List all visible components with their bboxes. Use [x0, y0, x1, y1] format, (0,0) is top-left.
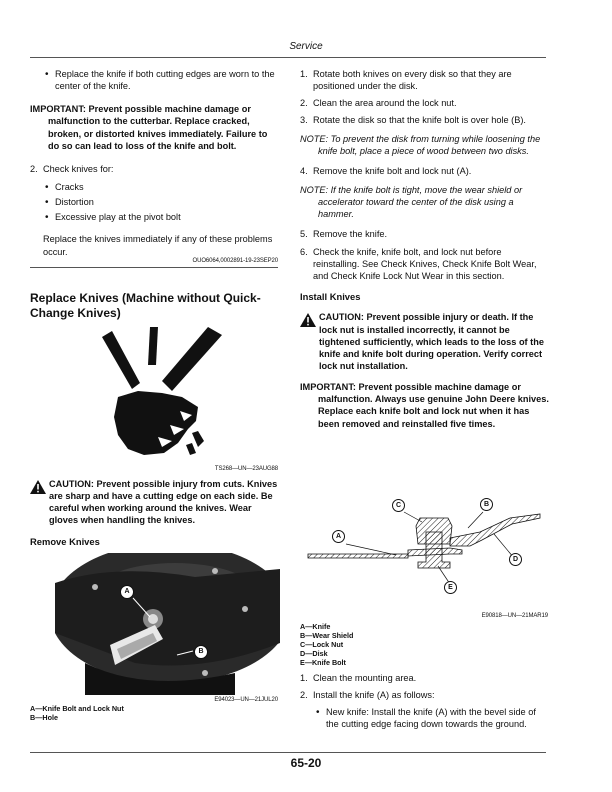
footer-rule: [30, 752, 546, 753]
important-genuine-knives: IMPORTANT: Prevent possible machine damage or malfunction. Always use genuine John Deere knives. Replace each knife bolt and lock nut when it has been removed and reinstalled five times.: [300, 382, 549, 429]
step-number: 2.: [300, 98, 308, 109]
step-text: Remove the knife bolt and lock nut (A).: [313, 165, 472, 176]
note-wood: NOTE: To prevent the disk from turning while loosening the knife bolt, place a piece of wood between two disks.: [300, 133, 541, 156]
step-number: 2.: [300, 690, 308, 701]
section-title: Replace Knives (Machine without Quick-Change Knives): [30, 291, 261, 320]
step-number: 5.: [300, 229, 308, 240]
step-text: Remove the knife.: [313, 229, 388, 240]
callout-b: B: [194, 645, 208, 659]
replace-note: Replace the knives immediately if any of these problems occur.: [43, 234, 273, 257]
callout-a: A: [120, 585, 134, 599]
right-column: [300, 68, 550, 430]
step: [300, 68, 550, 92]
figure-ref: E94023—UN—21JUL20: [214, 697, 278, 703]
step-number: 1.: [300, 673, 308, 683]
callout-c: C: [392, 499, 405, 512]
legend-item: D—Disk: [300, 649, 328, 658]
list-item: • Cracks: [42, 181, 278, 193]
bullet-new-knife: • New knife: Install the knife (A) with the bevel side of the cutting edge facing down towards the ground.: [313, 706, 550, 730]
callout-b: B: [480, 498, 493, 511]
step: [300, 97, 550, 109]
figure-legend: [30, 704, 278, 722]
check-list: [42, 181, 278, 223]
step-number: 1.: [300, 69, 308, 79]
step-number: 4.: [300, 165, 308, 176]
step-text: Clean the area around the lock nut.: [313, 98, 457, 109]
step-text: Check knives for:: [43, 163, 114, 174]
step-text: Rotate the disk so that the knife bolt is over hole (B).: [313, 115, 526, 126]
step-text: Clean the mounting area.: [313, 673, 417, 683]
legend-item: A—Knife: [300, 622, 331, 631]
legend-item: E—Knife Bolt: [300, 658, 346, 667]
install-steps: [300, 672, 550, 731]
header-rule: [30, 57, 546, 58]
step-number: 2.: [30, 163, 38, 174]
legend-item: A—Knife Bolt and Lock Nut: [30, 704, 124, 713]
note-tight-bolt: NOTE: If the knife bolt is tight, move the wear shield or accelerator toward the center of the disk using a hammer.: [300, 184, 523, 220]
callout-d: D: [509, 553, 522, 566]
step-number: 3.: [300, 115, 308, 126]
step-text: Check the knife, knife bolt, and lock nut before reinstalling. See Check Knives, Check Knife Bolt Wear, and Check Knife Lock Nut Wear in this section.: [313, 246, 537, 281]
caution-cuts: [30, 478, 280, 527]
install-knives-heading: Install Knives: [300, 290, 361, 302]
reference-code: OUO6064,0002891-19-23SEP20: [192, 258, 278, 264]
step: [300, 672, 550, 684]
list-item: • Distortion: [42, 196, 278, 208]
warning-triangle-icon: [30, 480, 46, 494]
step: [300, 114, 550, 126]
step: [300, 165, 550, 177]
page-number: 65-20: [290, 756, 322, 770]
step-text: Rotate both knives on every disk so that they are positioned under the disk.: [313, 69, 512, 92]
figure-cross-section: [300, 492, 552, 602]
step: [300, 228, 550, 240]
hand-cut-warning-icon: [100, 325, 225, 460]
step-check-knives: [30, 163, 278, 175]
important-cutterbar: IMPORTANT: Prevent possible machine damage or malfunction to the cutterbar. Replace cracked, broken, or distorted knives immediately. Failure to do so can lead to loss of the knife and bolt.: [30, 104, 268, 151]
step-text: Install the knife (A) as follows:: [313, 690, 435, 701]
figure-hand-cut: [100, 325, 225, 460]
knife-cross-section-diagram: [300, 492, 552, 602]
callout-a: A: [332, 530, 345, 543]
warning-triangle-icon: [300, 313, 316, 327]
section-rule: [30, 267, 278, 268]
step: [300, 246, 550, 282]
legend-item: C—Lock Nut: [300, 640, 344, 649]
list-item: • Excessive play at the pivot bolt: [42, 211, 278, 223]
caution-lock-nut: [300, 311, 550, 372]
figure-ref: E90818—UN—21MAR19: [481, 613, 548, 619]
legend-item: B—Wear Shield: [300, 631, 354, 640]
caution-text: CAUTION: Prevent possible injury or death. If the lock nut is installed incorrectly, it cannot be tightened sufficiently, which leads to the loss of the knife and knife bolt during operation. Verify correct lock nut installation.: [319, 312, 544, 371]
page-header: Service: [289, 41, 323, 52]
bullet-replace-knife: • Replace the knife if both cutting edges are worn to the center of the knife.: [42, 68, 278, 92]
figure-disk-photo: [55, 553, 280, 695]
disk-photo-illustration: [55, 553, 280, 695]
caution-text: CAUTION: Prevent possible injury from cuts. Knives are sharp and have a cutting edge on each side. Be careful when working around the knives. Wear gloves when handling the knives.: [49, 479, 278, 526]
legend-item: B—Hole: [30, 713, 58, 722]
left-column: [30, 68, 278, 258]
step-number: 6.: [300, 246, 308, 257]
figure-legend: [300, 622, 548, 667]
figure-ref: TS268—UN—23AUG88: [214, 466, 278, 472]
callout-e: E: [444, 581, 457, 594]
remove-knives-heading: Remove Knives: [30, 536, 100, 547]
step: [300, 689, 550, 701]
